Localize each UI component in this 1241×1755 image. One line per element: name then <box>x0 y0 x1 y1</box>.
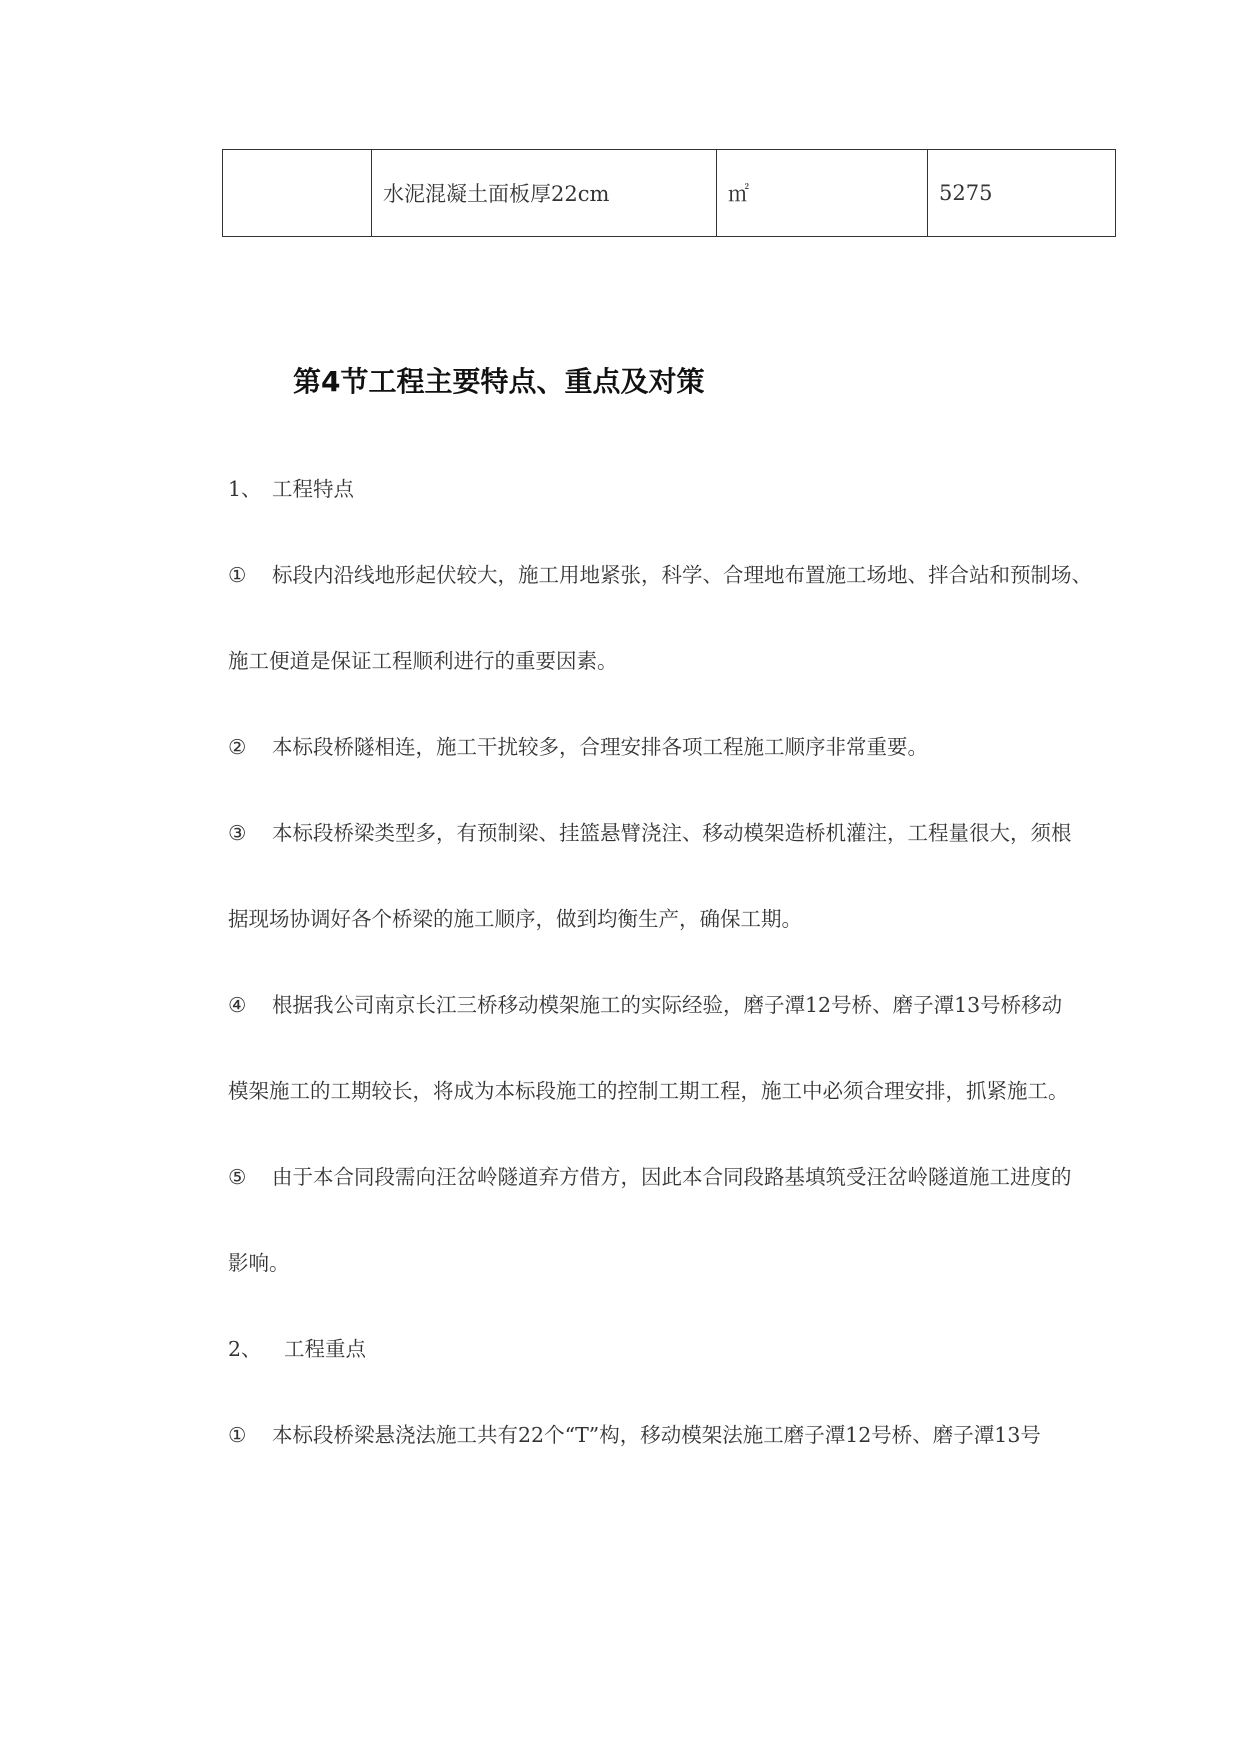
part2-title: 工程重点 <box>284 1337 366 1361</box>
part2-number: 2、 <box>228 1337 262 1361</box>
item-marker: ② <box>228 735 247 759</box>
quantity-table <box>222 149 1116 237</box>
list-item <box>228 816 1072 846</box>
list-item-continuation: 影响。 <box>228 1251 290 1275</box>
list-item-continuation: 施工便道是保证工程顺利进行的重要因素。 <box>228 649 618 673</box>
list-item <box>228 730 928 760</box>
item-text: 本标段桥隧相连，施工干扰较多，合理安排各项工程施工顺序非常重要。 <box>272 735 928 759</box>
table-cell-unit: ㎡ <box>717 150 928 237</box>
list-item-continuation: 模架施工的工期较长，将成为本标段施工的控制工期工程，施工中必须合理安排，抓紧施工。 <box>228 1079 1069 1103</box>
list-item <box>228 1418 1041 1448</box>
table-cell-item: 水泥混凝土面板厚22cm <box>372 150 717 237</box>
table-cell-category <box>223 150 372 237</box>
item-marker: ④ <box>228 993 247 1017</box>
item-marker: ① <box>228 1423 247 1447</box>
part2-heading <box>228 1332 366 1362</box>
list-item <box>228 558 1092 588</box>
part1-heading <box>228 472 354 502</box>
table-row <box>223 150 1116 237</box>
list-item <box>228 1160 1072 1190</box>
item-text: 本标段桥梁悬浇法施工共有22个“T”构，移动模架法施工磨子潭12号桥、磨子潭13号 <box>272 1423 1041 1447</box>
item-marker: ⑤ <box>228 1165 247 1189</box>
section-title: 第4节工程主要特点、重点及对策 <box>293 365 705 398</box>
item-marker: ① <box>228 563 247 587</box>
part1-number: 1、 <box>228 477 262 501</box>
item-text: 由于本合同段需向汪岔岭隧道弃方借方，因此本合同段路基填筑受汪岔岭隧道施工进度的 <box>272 1165 1072 1189</box>
item-text: 本标段桥梁类型多，有预制梁、挂篮悬臂浇注、移动模架造桥机灌注，工程量很大，须根 <box>272 821 1072 845</box>
part1-title: 工程特点 <box>272 477 354 501</box>
list-item-continuation: 据现场协调好各个桥梁的施工顺序，做到均衡生产，确保工期。 <box>228 907 802 931</box>
list-item <box>228 988 1062 1018</box>
table-cell-quantity: 5275 <box>928 150 1116 237</box>
item-text: 标段内沿线地形起伏较大，施工用地紧张，科学、合理地布置施工场地、拌合站和预制场、 <box>272 563 1092 587</box>
item-marker: ③ <box>228 821 247 845</box>
item-text: 根据我公司南京长江三桥移动模架施工的实际经验，磨子潭12号桥、磨子潭13号桥移动 <box>272 993 1063 1017</box>
